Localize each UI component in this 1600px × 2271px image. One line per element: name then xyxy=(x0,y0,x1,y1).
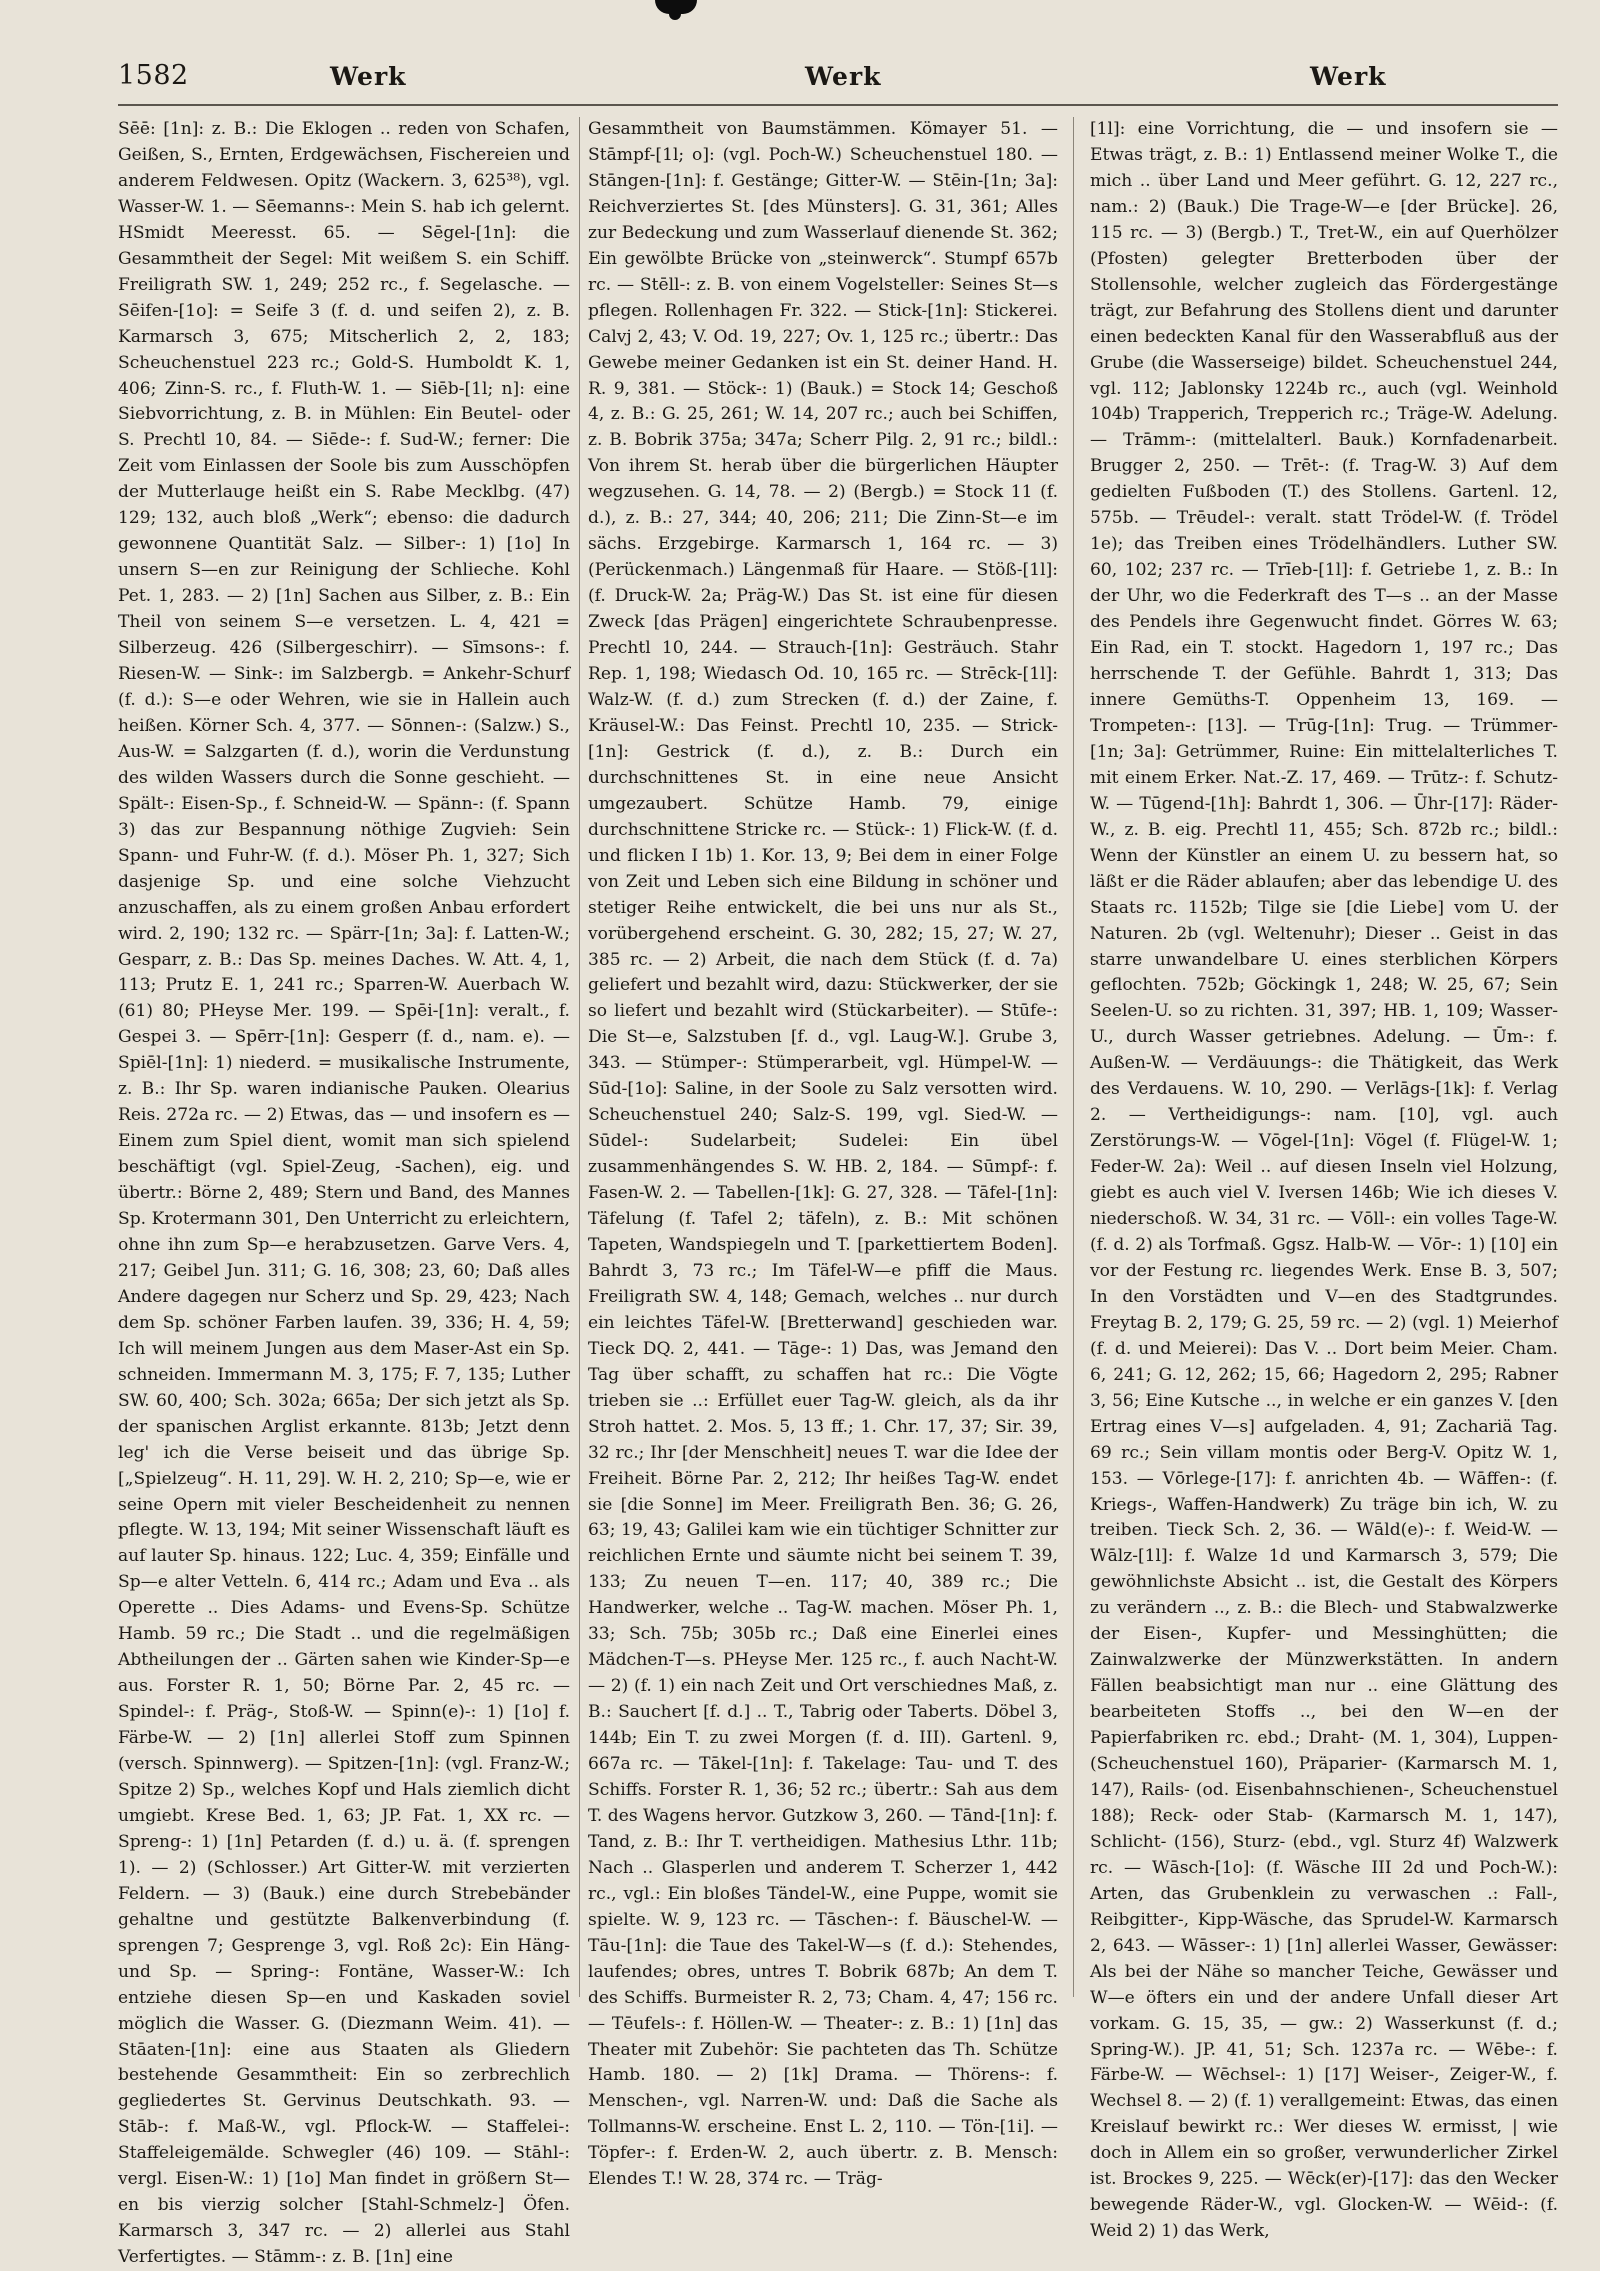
column-divider-left xyxy=(579,117,580,1997)
torn-corner-mark xyxy=(655,0,697,14)
running-head-right: Werk xyxy=(1310,62,1387,91)
text-column-left xyxy=(118,117,570,2268)
column-body-left: Sēē: [1n]: z. B.: Die Eklogen .. reden von Schafen, Geißen, S., Ernten, Erdgewächsen, Fischereien und anderem Feldwesen. Opitz (Wackern. 3, 625³⁸), vgl. Wasser-W. 1. — Sēemanns-: Mein S. hab ich gelernt. HSmidt Meeresst. 65. — Sēgel-[1n]: die Gesammtheit der Segel: Mit weißem S. ein Schiff. Freiligrath SW. 1, 249; 252 rc., f. Segelasche. — Sēifen-[1o]: = Seife 3 (f. d. und seifen 2), z. B. Karmarsch 3, 675; Mitscherlich 2, 2, 183; Scheuchenstuel 223 rc.; Gold-S. Humboldt K. 1, 406; Zinn-S. rc., f. Fluth-W. 1. — Siēb-[1l; n]: eine Siebvorrichtung, z. B. in Mühlen: Ein Beutel- oder S. Prechtl 10, 84. — Siēde-: f. Sud-W.; ferner: Die Zeit vom Einlassen der Soole bis zum Ausschöpfen der Mutterlauge heißt ein S. Rabe Mecklbg. (47) 129; 132, auch bloß „Werk“; ebenso: die dadurch gewonnene Quantität Salz. — Silber-: 1) [1o] In unsern S—en zur Reinigung der Schlieche. Kohl Pet. 1, 283. — 2) [1n] Sachen aus Silber, z. B.: Ein Theil von seinem S—e versetzen. L. 4, 421 = Silberzeug. 426 (Silbergeschirr). — Sīmsons-: f. Riesen-W. — Sink-: im Salzbergb. = Ankehr-Schurf (f. d.): S—e oder Wehren, wie sie in Hallein auch heißen. Körner Sch. 4, 377. — Sōnnen-: (Salzw.) S., Aus-W. = Salzgarten (f. d.), worin die Verdunstung des wilden Wassers durch die Sonne geschieht. — Spält-: Eisen-Sp., f. Schneid-W. — Spänn-: (f. Spann 3) das zur Bespannung nöthige Zugvieh: Sein Spann- und Fuhr-W. (f. d.). Möser Ph. 1, 327; Sich dasjenige Sp. und eine solche Viehzucht anzuschaffen, als zu einem großen Anbau erfordert wird. 2, 190; 132 rc. — Spärr-[1n; 3a]: f. Latten-W.; Gesparr, z. B.: Das Sp. meines Daches. W. Att. 4, 1, 113; Prutz E. 1, 241 rc.; Sparren-W. Auerbach W. (61) 80; PHeyse Mer. 199. — Spēi-[1n]: veralt., f. Gespei 3. — Spērr-[1n]: Gesperr (f. d., nam. e). — Spiēl-[1n]: 1) niederd. = musikalische Instrumente, z. B.: Ihr Sp. waren indianische Pauken. Olearius Reis. 272a rc. — 2) Etwas, das — und insofern es — Einem zum Spiel dient, womit man sich spielend beschäftigt (vgl. Spiel-Zeug, -Sachen), eig. und übertr.: Börne 2, 489; Stern und Band, des Mannes Sp. Krotermann 301, Den Unterricht zu erleichtern, ohne ihn zum Sp—e herabzusetzen. Garve Vers. 4, 217; Geibel Jun. 311; G. 16, 308; 23, 60; Daß alles Andere dagegen nur Scherz und Sp. 29, 423; Nach dem Sp. schöner Farben laufen. 39, 336; H. 4, 59; Ich will meinem Jungen aus dem Maser-Ast ein Sp. schneiden. Immermann M. 3, 175; F. 7, 135; Luther SW. 60, 400; Sch. 302a; 665a; Der sich jetzt als Sp. der spanischen Arglist erkannte. 813b; Jetzt denn leg' ich die Verse beiseit und das übrige Sp. [„Spielzeug“. H. 11, 29]. W. H. 2, 210; Sp—e, wie er seine Opern mit vieler Bescheidenheit zu nennen pflegte. W. 13, 194; Mit seiner Wissenschaft läuft es auf lauter Sp. hinaus. 122; Luc. 4, 359; Einfälle und Sp—e alter Vetteln. 6, 414 rc.; Adam und Eva .. als Operette .. Dies Adams- und Evens-Sp. Schütze Hamb. 59 rc.; Die Stadt .. und die regelmäßigen Abtheilungen der .. Gärten sahen wie Kinder-Sp—e aus. Forster R. 1, 50; Börne Par. 2, 45 rc. — Spindel-: f. Präg-, Stoß-W. — Spinn(e)-: 1) [1o] f. Färbe-W. — 2) [1n] allerlei Stoff zum Spinnen (versch. Spinnwerg). — Spitzen-[1n]: (vgl. Franz-W.; Spitze 2) Sp., welches Kopf und Hals ziemlich dicht umgiebt. Krese Bed. 1, 63; JP. Fat. 1, XX rc. — Spreng-: 1) [1n] Petarden (f. d.) u. ä. (f. sprengen 1). — 2) (Schlosser.) Art Gitter-W. mit verzierten Feldern. — 3) (Bauk.) eine durch Strebebänder gehaltne und gestützte Balkenverbindung (f. sprengen 7; Gesprengе 3, vgl. Roß 2c): Ein Häng- und Sp. — Spring-: Fontäne, Wasser-W.: Ich entziehe diesen Sp—en und Kaskaden soviel möglich die Wasser. G. (Diezmann Weim. 41). — Stāaten-[1n]: eine aus Staaten als Gliedern bestehende Gesammtheit: Ein so zerbrechlich gegliedertes St. Gervinus Deutschkath. 93. — Stāb-: f. Maß-W., vgl. Pflock-W. — Staffelei-: Staffeleigemälde. Schwegler (46) 109. — Stāhl-: vergl. Eisen-W.: 1) [1o] Man findet in größern St—en bis vierzig solcher [Stahl-Schmelz-] Öfen. Karmarsch 3, 347 rc. — 2) allerlei aus Stahl Verfertigtes. — Stāmm-: z. B. [1n] eine xyxy=(118,119,570,2268)
running-head-left: Werk xyxy=(330,62,407,91)
column-divider-right xyxy=(1073,117,1074,1997)
page-number: 1582 xyxy=(118,60,189,91)
text-column-middle xyxy=(588,117,1058,2190)
header-rule xyxy=(118,104,1558,106)
column-body-middle: Gesammtheit von Baumstämmen. Kömayer 51. — Stāmpf-[1l; o]: (vgl. Poch-W.) Scheuchenstuel 180. — Stāngen-[1n]: f. Gestänge; Gitter-W. — Stēin-[1n; 3a]: Reichverziertes St. [des Münsters]. G. 31, 361; Alles zur Bedeckung und zum Wasserlauf dienende St. 362; Ein gewölbte Brücke von „steinwerck“. Stumpf 657b rc. — Stēll-: z. B. von einem Vogelsteller: Seines St—s pflegen. Rollenhagen Fr. 322. — Stick-[1n]: Stickerei. Calvj 2, 43; V. Od. 19, 227; Ov. 1, 125 rc.; übertr.: Das Gewebe meiner Gedanken ist ein St. deiner Hand. H. R. 9, 381. — Stöck-: 1) (Bauk.) = Stock 14; Geschoß 4, z. B.: G. 25, 261; W. 14, 207 rc.; auch bei Schiffen, z. B. Bobrik 375a; 347a; Scherr Pilg. 2, 91 rc.; bildl.: Von ihrem St. herab über die bürgerlichen Häupter wegzusehen. G. 14, 78. — 2) (Bergb.) = Stock 11 (f. d.), z. B.: 27, 344; 40, 206; 211; Die Zinn-St—e im sächs. Erzgebirge. Karmarsch 1, 164 rc. — 3) (Perückenmach.) Längenmaß für Haare. — Stöß-[1l]: (f. Druck-W. 2a; Präg-W.) Das St. ist eine für diesen Zweck [das Prägen] eingerichtete Schraubenpresse. Prechtl 10, 244. — Strauch-[1n]: Gesträuch. Stahr Rep. 1, 198; Wiedasch Od. 10, 165 rc. — Strēck-[1l]: Walz-W. (f. d.) zum Strecken (f. d.) der Zaine, f. Kräusel-W.: Das Feinst. Prechtl 10, 235. — Strick-[1n]: Gestrick (f. d.), z. B.: Durch ein durchschnittenes St. in eine neue Ansicht umgezaubert. Schütze Hamb. 79, einige durchschnittene Stricke rc. — Stück-: 1) Flick-W. (f. d. und flicken I 1b) 1. Kor. 13, 9; Bei dem in einer Folge von Zeit und Leben sich eine Bildung in schöner und stetiger Reihe entwickelt, die bei uns nur als St., vorübergehend erscheint. G. 30, 282; 15, 27; W. 27, 385 rc. — 2) Arbeit, die nach dem Stück (f. d. 7a) geliefert und bezahlt wird, dazu: Stückwerker, der sie so liefert und bezahlt wird (Stückarbeiter). — Stūfe-: Die St—e, Salzstuben [f. d., vgl. Laug-W.]. Grube 3, 343. — Stümper-: Stümperarbeit, vgl. Hümpel-W. — Sūd-[1o]: Saline, in der Soole zu Salz versotten wird. Scheuchenstuel 240; Salz-S. 199, vgl. Sied-W. — Sūdel-: Sudelarbeit; Sudelei: Ein übel zusammenhängendes S. W. HB. 2, 184. — Sūmpf-: f. Fasen-W. 2. — Tabellen-[1k]: G. 27, 328. — Tāfel-[1n]: Täfelung (f. Tafel 2; täfeln), z. B.: Mit schönen Tapeten, Wandspiegeln und T. [parkettiertem Boden]. Bahrdt 3, 73 rc.; Im Täfel-W—e pfiff die Maus. Freiligrath SW. 4, 148; Gemach, welches .. nur durch ein leichtes Täfel-W. [Bretterwand] geschieden war. Tieck DQ. 2, 441. — Tāge-: 1) Das, was Jemand den Tag über schafft, zu schaffen hat rc.: Die Vögte trieben sie ..: Erfüllet euer Tag-W. gleich, als da ihr Stroh hattet. 2. Mos. 5, 13 ff.; 1. Chr. 17, 37; Sir. 39, 32 rc.; Ihr [der Menschheit] neues T. war die Idee der Freiheit. Börne Par. 2, 212; Ihr heißes Tag-W. endet sie [die Sonne] im Meer. Freiligrath Ben. 36; G. 26, 63; 19, 43; Galilei kam wie ein tüchtiger Schnitter zur reichlichen Ernte und säumte nicht bei seinem T. 39, 133; Zu neuen T—en. 117; 40, 389 rc.; Die Handwerker, welche .. Tag-W. machen. Möser Ph. 1, 33; Sch. 75b; 305b rc.; Daß eine Einerlei eines Mädchen-T—s. PHeyse Mer. 125 rc., f. auch Nacht-W. — 2) (f. 1) ein nach Zeit und Ort verschiednes Maß, z. B.: Sauchert [f. d.] .. T., Tabrig oder Taberts. Döbel 3, 144b; Ein T. zu zwei Morgen (f. d. III). Gartenl. 9, 667a rc. — Tākel-[1n]: f. Takelage: Tau- und T. des Schiffs. Forster R. 1, 36; 52 rc.; übertr.: Sah aus dem T. des Wagens hervor. Gutzkow 3, 260. — Tānd-[1n]: f. Tand, z. B.: Ihr T. vertheidigen. Mathesius Lthr. 11b; Nach .. Glasperlen und anderem T. Scherzer 1, 442 rc., vgl.: Ein bloßes Tändel-W., eine Puppe, womit sie spielte. W. 9, 123 rc. — Tāschen-: f. Bäuschel-W. — Tāu-[1n]: die Taue des Takel-W—s (f. d.): Stehendes, laufendes; obres, untres T. Bobrik 687b; An dem T. des Schiffs. Burmeister R. 2, 73; Cham. 4, 47; 156 rc. — Tēufels-: f. Höllen-W. — Theater-: z. B.: 1) [1n] das Theater mit Zubehör: Sie pachteten das Th. Schütze Hamb. 180. — 2) [1k] Drama. — Thörens-: f. Menschen-, vgl. Narren-W. und: Daß die Sache als Tollmanns-W. erscheine. Enst L. 2, 110. — Tön-[1i]. — Töpfer-: f. Erden-W. 2, auch übertr. z. B. Mensch: Elendes T.! W. 28, 374 rc. — Träg- xyxy=(588,119,1058,2190)
running-head-center: Werk xyxy=(805,62,882,91)
column-body-right: [1l]: eine Vorrichtung, die — und insofern sie — Etwas trägt, z. B.: 1) Entlassend meiner Wolke T., die mich .. über Land und Meer geführt. G. 12, 227 rc., nam.: 2) (Bauk.) Die Trage-W—e [der Brücke]. 26, 115 rc. — 3) (Bergb.) T., Tret-W., ein auf Querhölzer (Pfosten) gelegter Bretterboden über der Stollensohle, welcher zugleich das Fördergestänge trägt, zur Befahrung des Stollens dient und darunter einen bedeckten Kanal für den Wasserabfluß aus der Grube (die Wasserseige) bildet. Scheuchenstuel 244, vgl. 112; Jablonsky 1224b rc., auch (vgl. Weinhold 104b) Trapperich, Trepperich rc.; Träge-W. Adelung. — Trāmm-: (mittelalterl. Bauk.) Kornfadenarbeit. Brugger 2, 250. — Trēt-: (f. Trag-W. 3) Auf dem gedielten Fußboden (T.) des Stollens. Gartenl. 12, 575b. — Trēudel-: veralt. statt Trödel-W. (f. Trödel 1e); das Treiben eines Trödelhändlers. Luther SW. 60, 102; 237 rc. — Trīeb-[1l]: f. Getriebe 1, z. B.: In der Uhr, wo die Federkraft des T—s .. an der Masse des Pendels ihre Gegenwucht findet. Görres W. 63; Ein Rad, ein T. stockt. Hagedorn 1, 197 rc.; Das herrschende T. der Gefühle. Bahrdt 1, 313; Das innere Gemüths-T. Oppenheim 13, 169. — Trompeten-: [13]. — Trūg-[1n]: Trug. — Trümmer-[1n; 3a]: Getrümmer, Ruine: Ein mittelalterliches T. mit einem Erker. Nat.-Z. 17, 469. — Trūtz-: f. Schutz-W. — Tūgend-[1h]: Bahrdt 1, 306. — Ūhr-[17]: Räder-W., z. B. eig. Prechtl 11, 455; Sch. 872b rc.; bildl.: Wenn der Künstler an einem U. zu bessern hat, so läßt er die Räder ablaufen; aber das lebendige U. des Staats rc. 1152b; Tilge sie [die Liebe] vom U. der Naturen. 2b (vgl. Weltenuhr); Dieser .. Geist in das starre unwandelbare U. eines sterblichen Körpers geflochten. 752b; Göckingk 1, 248; W. 25, 67; Sein Seelen-U. so zu richten. 31, 397; HB. 1, 109; Wasser-U., durch Wasser getriebnes. Adelung. — Ūm-: f. Außen-W. — Verdäuungs-: die Thätigkeit, das Werk des Verdauens. W. 10, 290. — Verlāgs-[1k]: f. Verlag 2. — Vertheidigungs-: nam. [10], vgl. auch Zerstörungs-W. — Vōgel-[1n]: Vögel (f. Flügel-W. 1; Feder-W. 2a): Weil .. auf diesen Inseln viel Holzung, giebt es auch viel V. Iversen 146b; Wie ich dieses V. niederschoß. W. 34, 31 rc. — Vōll-: ein volles Tage-W. (f. d. 2) als Torfmaß. Ggsz. Halb-W. — Vōr-: 1) [10] ein vor der Festung rc. liegendes Werk. Ense B. 3, 507; In den Vorstädten und V—en des Stadtgrundes. Freytag B. 2, 179; G. 25, 59 rc. — 2) (vgl. 1) Meierhof (f. d. und Meierei): Das V. .. Dort beim Meier. Cham. 6, 241; G. 12, 262; 15, 66; Hagedorn 2, 295; Rabner 3, 56; Eine Kutsche .., in welche er ein ganzes V. [den Ertrag eines V—s] aufgeladen. 4, 91; Zachariä Tag. 69 rc.; Sein villam montis oder Berg-V. Opitz W. 1, 153. — Vōrlege-[17]: f. anrichten 4b. — Wāffen-: (f. Kriegs-, Waffen-Handwerk) Zu träge bin ich, W. zu treiben. Tieck Sch. 2, 36. — Wāld(e)-: f. Weid-W. — Wālz-[1l]: f. Walze 1d und Karmarsch 3, 579; Die gewöhnlichste Absicht .. ist, die Gestalt des Körpers zu verändern .., z. B.: die Blech- und Stabwalzwerke der Eisen-, Kupfer- und Messinghütten; die Zainwalzwerke der Münzwerkstätten. In andern Fällen beabsichtigt man nur .. eine Glättung des bearbeiteten Stoffs .., bei den W—en der Papierfabriken rc. ebd.; Draht- (M. 1, 304), Luppen- (Scheuchenstuel 160), Präparier- (Karmarsch M. 1, 147), Rails- (od. Eisenbahnschienen-, Scheuchenstuel 188); Reck- oder Stab- (Karmarsch M. 1, 147), Schlicht- (156), Sturz- (ebd., vgl. Sturz 4f) Walzwerk rc. — Wāsch-[1o]: (f. Wäsche III 2d und Poch-W.): Arten, das Grubenklein zu verwaschen .: Fall-, Reibgitter-, Kipp-Wäsche, das Sprudel-W. Karmarsch 2, 643. — Wāsser-: 1) [1n] allerlei Wasser, Gewässer: Als bei der Nähe so mancher Teiche, Gewässer und W—e öfters ein und der andere Unfall dieser Art vorkam. G. 15, 35, — gw.: 2) Wasserkunst (f. d.; Spring-W.). JP. 41, 51; Sch. 1237a rc. — Wēbe-: f. Färbe-W. — Wēchsel-: 1) [17] Weiser-, Zeiger-W., f. Wechsel 8. — 2) (f. 1) verallgemeint: Etwas, das einen Kreislauf bewirkt rc.: Wer dieses W. ermisst, | wie doch in Allem ein so großer, verwunderlicher Zirkel ist. Brockes 9, 225. — Wēck(er)-[17]: das den Wecker bewegende Räder-W., vgl. Glocken-W. — Wēid-: (f. Weid 2) 1) das Werk, xyxy=(1090,119,1558,2242)
text-column-right xyxy=(1090,117,1558,2242)
